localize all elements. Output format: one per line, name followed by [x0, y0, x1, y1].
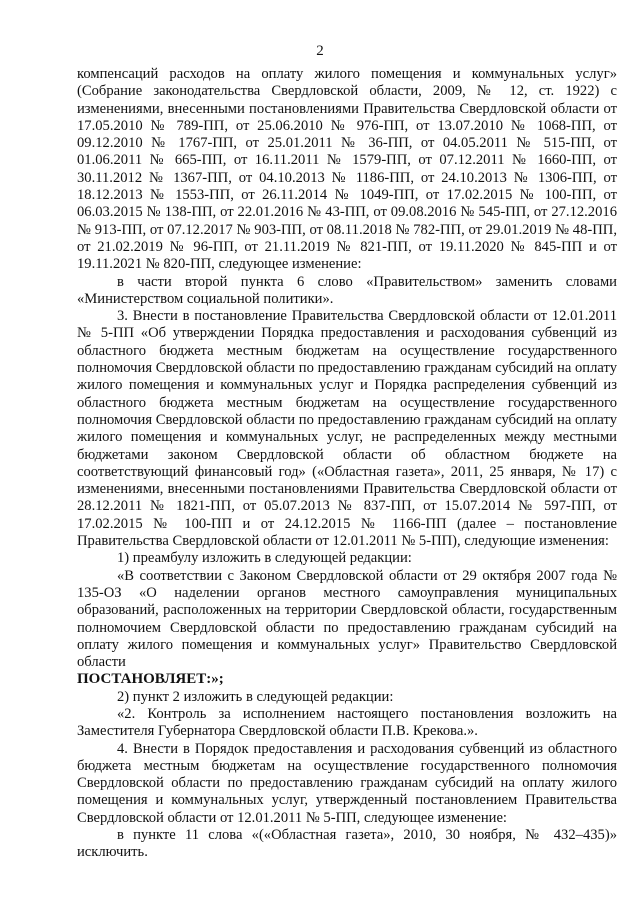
paragraph-resolves: ПОСТАНОВЛЯЕТ:»; [77, 671, 224, 688]
paragraph-item-4: 4. Внести в Порядок предоставления и расходования субвенций из областного бюджета местным бюджетам на осуществление государственного полномочия Свердловской области по предоставлению гражданам субсидий на оплату жилого помещения и коммунальных услуг, утвержденный постановлением Правительства Свердловской области от 12.01.2011 № 5-ПП, следующее изменение: [77, 740, 617, 826]
document-body [77, 66, 617, 862]
paragraph-item-3: 3. Внести в постановление Правительства Свердловской области от 12.01.2011 № 5-ПП «Об утверждении Порядка предоставления и расходования субвенций из областного бюджета местным бюджетам на осуществление государственного полномочия Свердловской области по предоставлению гражданам субсидий на оплату жилого помещения и коммунальных услуг и Порядка распределения субвенций из областного бюджета местным бюджетам на осуществление государственного полномочия Свердловской области по предоставлению гражданам субсидий на оплату жилого помещения и коммунальных услуг, не распределенных между местными бюджетами законом Свердловской области об областном бюджете на соответствующий финансовый год» («Областная газета», 2011, 25 января, № 17) с изменениями, внесенными постановлениями Правительства Свердловской области от 28.12.2011 № 1821-ПП, от 05.07.2013 № 837-ПП, от 15.07.2014 № 597-ПП, от 17.02.2015 № 100-ПП и от 24.12.2015 № 1166-ПП (далее – постановление Правительства Свердловской области от 12.01.2011 № 5-ПП), следующие изменения: [77, 308, 617, 550]
paragraph-item-11: в пункте 11 слова «(«Областная газета», 2010, 30 ноября, № 432–435)» исключить. [77, 827, 617, 861]
paragraph-amendment: в части второй пункта 6 слово «Правительством» заменить словами «Министерством социальной политики». [77, 273, 617, 307]
paragraph-control: «2. Контроль за исполнением настоящего постановления возложить на Заместителя Губернатора Свердловской области П.В. Крекова.». [77, 705, 617, 740]
paragraph-continuation: компенсаций расходов на оплату жилого помещения и коммунальных услуг» (Собрание законодательства Свердловской области, 2009, № 12, ст. 1922) с изменениями, внесенными постановлениями Правительства Свердловской области от 17.05.2010 № 789-ПП, от 25.06.2010 № 976-ПП, от 13.07.2010 № 1068-ПП, от 09.12.2010 № 1767-ПП, от 25.01.2011 № 36-ПП, от 04.05.2011 № 515-ПП, от 01.06.2011 № 665-ПП, от 16.11.2011 № 1579-ПП, от 07.12.2011 № 1660-ПП, от 30.11.2012 № 1367-ПП, от 04.10.2013 № 1186-ПП, от 24.10.2013 № 1306-ПП, от 18.12.2013 № 1553-ПП, от 26.11.2014 № 1049-ПП, от 17.02.2015 № 100-ПП, от 06.03.2015 № 138-ПП, от 22.01.2016 № 43-ПП, от 09.08.2016 № 545-ПП, от 27.12.2016 № 913-ПП, от 07.12.2017 № 903-ПП, от 08.11.2018 № 782-ПП, от 29.01.2019 № 48-ПП, от 21.02.2019 № 96-ПП, от 21.11.2019 № 821-ПП, от 19.11.2020 № 845-ПП и от 19.11.2021 № 820-ПП, следующее изменение: [77, 66, 617, 273]
page-number: 2 [316, 43, 324, 59]
paragraph-subitem-1: 1) преамбулу изложить в следующей редакции: [117, 550, 412, 567]
paragraph-preamble: «В соответствии с Законом Свердловской области от 29 октября 2007 года № 135-ОЗ «О наделении органов местного самоуправления муниципальных образований, расположенных на территории Свердловской области, государственным полномочием Свердловской области по предоставлению гражданам субсидий на оплату жилого помещения и коммунальных услуг» Правительство Свердловской области [77, 567, 617, 671]
paragraph-subitem-2: 2) пункт 2 изложить в следующей редакции: [117, 688, 394, 705]
